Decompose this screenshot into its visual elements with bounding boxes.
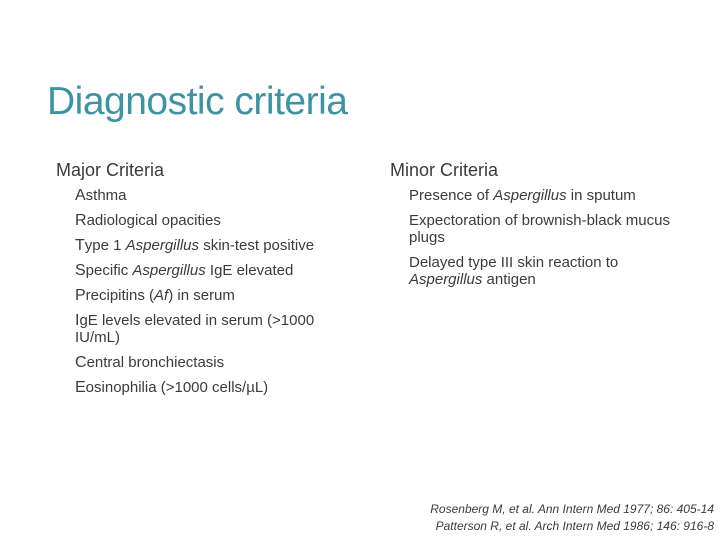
slide-title: Diagnostic criteria	[47, 80, 348, 123]
major-criteria-column	[56, 160, 356, 404]
major-criteria-heading: Major Criteria	[56, 160, 165, 180]
references	[430, 501, 714, 535]
list-item: Specific Aspergillus IgE elevated	[75, 262, 294, 279]
list-item: Presence of Aspergillus in sputum	[409, 187, 636, 204]
list-item: Type 1 Aspergillus skin-test positive	[75, 237, 315, 254]
list-item: Eosinophilia (>1000 cells/µL)	[75, 379, 269, 396]
list-item: Expectoration of brownish-black mucus plugs	[409, 212, 670, 246]
list-item: Asthma	[75, 187, 127, 204]
minor-criteria-column	[390, 160, 690, 296]
list-item: Precipitins (Af) in serum	[75, 287, 235, 304]
list-item: Delayed type III skin reaction to Aspergillus antigen	[409, 254, 619, 288]
list-item: Central bronchiectasis	[75, 354, 225, 371]
minor-criteria-heading: Minor Criteria	[390, 160, 499, 180]
minor-criteria-list	[390, 187, 690, 288]
list-item: IgE levels elevated in serum (>1000 IU/mL)	[75, 312, 315, 346]
major-criteria-list	[56, 187, 356, 396]
reference-line: Patterson R, et al. Arch Intern Med 1986; 146: 916-8	[435, 519, 714, 533]
list-item: Radiological opacities	[75, 212, 221, 229]
reference-line: Rosenberg M, et al. Ann Intern Med 1977; 86: 405-14	[430, 502, 714, 516]
